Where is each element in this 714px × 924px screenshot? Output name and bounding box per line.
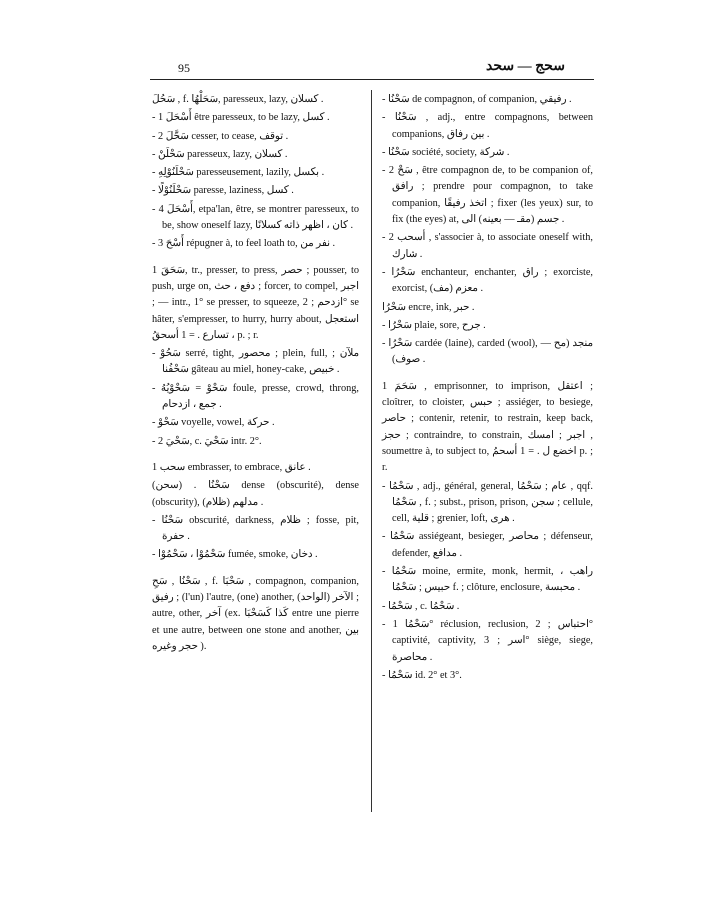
dictionary-entry: سَحْنُا , سَحِ , f. سَحْبَا , compagnon, companion, رفيق ; (l'un) l'autre, (one) another, (الواحد) الآخر ; autre, other, آخر (ex. كَذا كَسَحْبَا entre une pierre et une autre, between one stone and another, بين حجر وغيره ).: [152, 575, 360, 652]
dictionary-entry: - 2 أسحب , s'associer à, to associate oneself with, شارك .: [382, 232, 593, 260]
dictionary-entry: - سَحْمُا id. 2° et 3°.: [382, 669, 462, 681]
dictionary-entry: - سَحْمُا 1° réclusion, reclusion, احتباس ; 2° captivité, captivity, اسر ; 3° siège, siege, محاصرة .: [382, 618, 593, 663]
dictionary-entry: 1 سَحَقَ, tr., presser, to press, حصر ; pousser, to push, urge on, دفع ، حث ; forcer, to compel, اجبر ; — intr., 1° se presser, to squeeze, ازدحم ; 2° se hâter, s'empresser, to hurry, hurry about, استعجل ، تسارع . = 1 أسحقُ p. ; r.: [152, 264, 360, 341]
dictionary-entry: 1 سحب embrasser, to embrace, عانق .: [152, 461, 311, 473]
dictionary-entry: - سَحْلَنُوْلًا paresse, laziness, كسل .: [152, 185, 294, 197]
dictionary-entry: - 1 أَسْحَلَ être paresseux, to be lazy, كسل .: [152, 112, 330, 124]
dictionary-entry: 1 سَحَمَ , emprisonner, to imprison, اعتقل ; cloîtrer, to cloister, حبس ; assiéger, to besiege, حاصر ; contenir, retenir, to restrain, keep back, حجز ; contraindre, to constrain, اجبر ; امسك , soumettre à, to subject to, اخضع ل . = 1 أسحمُ p. ; r.: [382, 380, 594, 474]
dictionary-entry: سَحْرُا encre, ink, حبر .: [382, 301, 475, 313]
dictionary-entry: - سَحْلَنُوْلِهِ paresseusement, lazily, بكسل .: [152, 167, 325, 179]
dictionary-entry: - 2 سَحَّلَ cesser, to cease, توقف .: [152, 130, 289, 142]
dictionary-entry: - سَحْمُا assiégeant, besieger, محاصر ; défenseur, defender, مدافع .: [382, 531, 593, 559]
dictionary-entry: - سَحْمُوْا ، سَحْمُوْا fumée, smoke, دخان .: [152, 549, 318, 561]
dictionary-entry: - سَحْنُا , adj., entre compagnons, between companions, بين رفاق .: [382, 112, 593, 140]
dictionary-entry: - سَحْمُا , adj., général, general, عام ; سَحْمُا , qqf. سَحْمُا , f. ; subst., prison, prison, سجن ; cellule, cell, قلية ; grenier, loft, هرى .: [382, 480, 593, 525]
dictionary-entry: - 4 أَسْحَلَ, etpa'lan, être, se montrer paresseux, to be, show oneself lazy, كان ، اظهر ذاته كسلانًا .: [152, 203, 359, 232]
dictionary-entry: - سَحْرُا cardée (laine), carded (wool), منجد (مح — صوف) .: [382, 338, 593, 366]
dictionary-entry: - سَحْنُا obscurité, darkness, ظلام ; fosse, pit, حفرة .: [152, 514, 359, 543]
dictionary-entry: - سَحْوْ voyelle, vowel, حركة .: [152, 417, 275, 429]
page-number: 95: [178, 61, 190, 75]
dictionary-entry: - سَحُوْ serré, tight, محصور ; plein, full, ملآن ; سَحْفُنا gâteau au miel, honey-cake, خبيص .: [152, 348, 359, 376]
column-divider: [371, 90, 372, 812]
dictionary-entry: - سَحْوْ = سَحْوْيُهُ foule, presse, crowd, throng, جمع ، ازدحام .: [152, 382, 359, 411]
left-column: [152, 92, 359, 657]
dictionary-entry: (سحن) . سَحْنُا dense (obscurité), dense (obscurity), مدلهم (ظلام) .: [152, 480, 359, 508]
dictionary-entry: - سَحْمُا moine, ermite, monk, hermit, راهب ، حبيس ; سَحْمُا f. ; clôture, enclosure, محبسة .: [382, 566, 593, 594]
dictionary-entry: - سَحْرُا enchanteur, enchanter, راق ; exorciste, exorcist, معزم (مف) .: [382, 266, 593, 295]
dictionary-entry: - 3 أَسْحَ répugner à, to feel loath to, نفر من .: [152, 238, 336, 250]
dictionary-entry: - سَحْنُا société, society, شركة .: [382, 146, 510, 158]
running-head: سحج — سحد: [486, 59, 565, 74]
dictionary-entry: سَحُلَ , f. سَحَلْهُا, paresseux, lazy, كسلان .: [152, 94, 324, 105]
header-rule: [150, 79, 594, 80]
dictionary-entry: - سَحْنُا de compagnon, of companion, رفيقي .: [382, 94, 572, 105]
right-column: [382, 92, 593, 686]
dictionary-entry: - سَحْلَنْ paresseux, lazy, كسلان .: [152, 148, 288, 160]
dictionary-entry: - 2 سَحْيَ, c. سَحْيَ intr. 2°.: [152, 435, 262, 447]
dictionary-entry: - سَحْرُا plaie, sore, جرح .: [382, 319, 486, 331]
dictionary-entry: - سَحْمُا , c. سَحْمُا .: [382, 600, 460, 612]
dictionary-entry: - 2 سَحْ , être compagnon de, to be companion of, رافق ; prendre pour compagnon, to take companion, اتخذ رفيقًا ; fixer (les yeux) sur, to fix (the eyes) at, جسم (مقـ — بعينه) الى .: [382, 165, 594, 226]
